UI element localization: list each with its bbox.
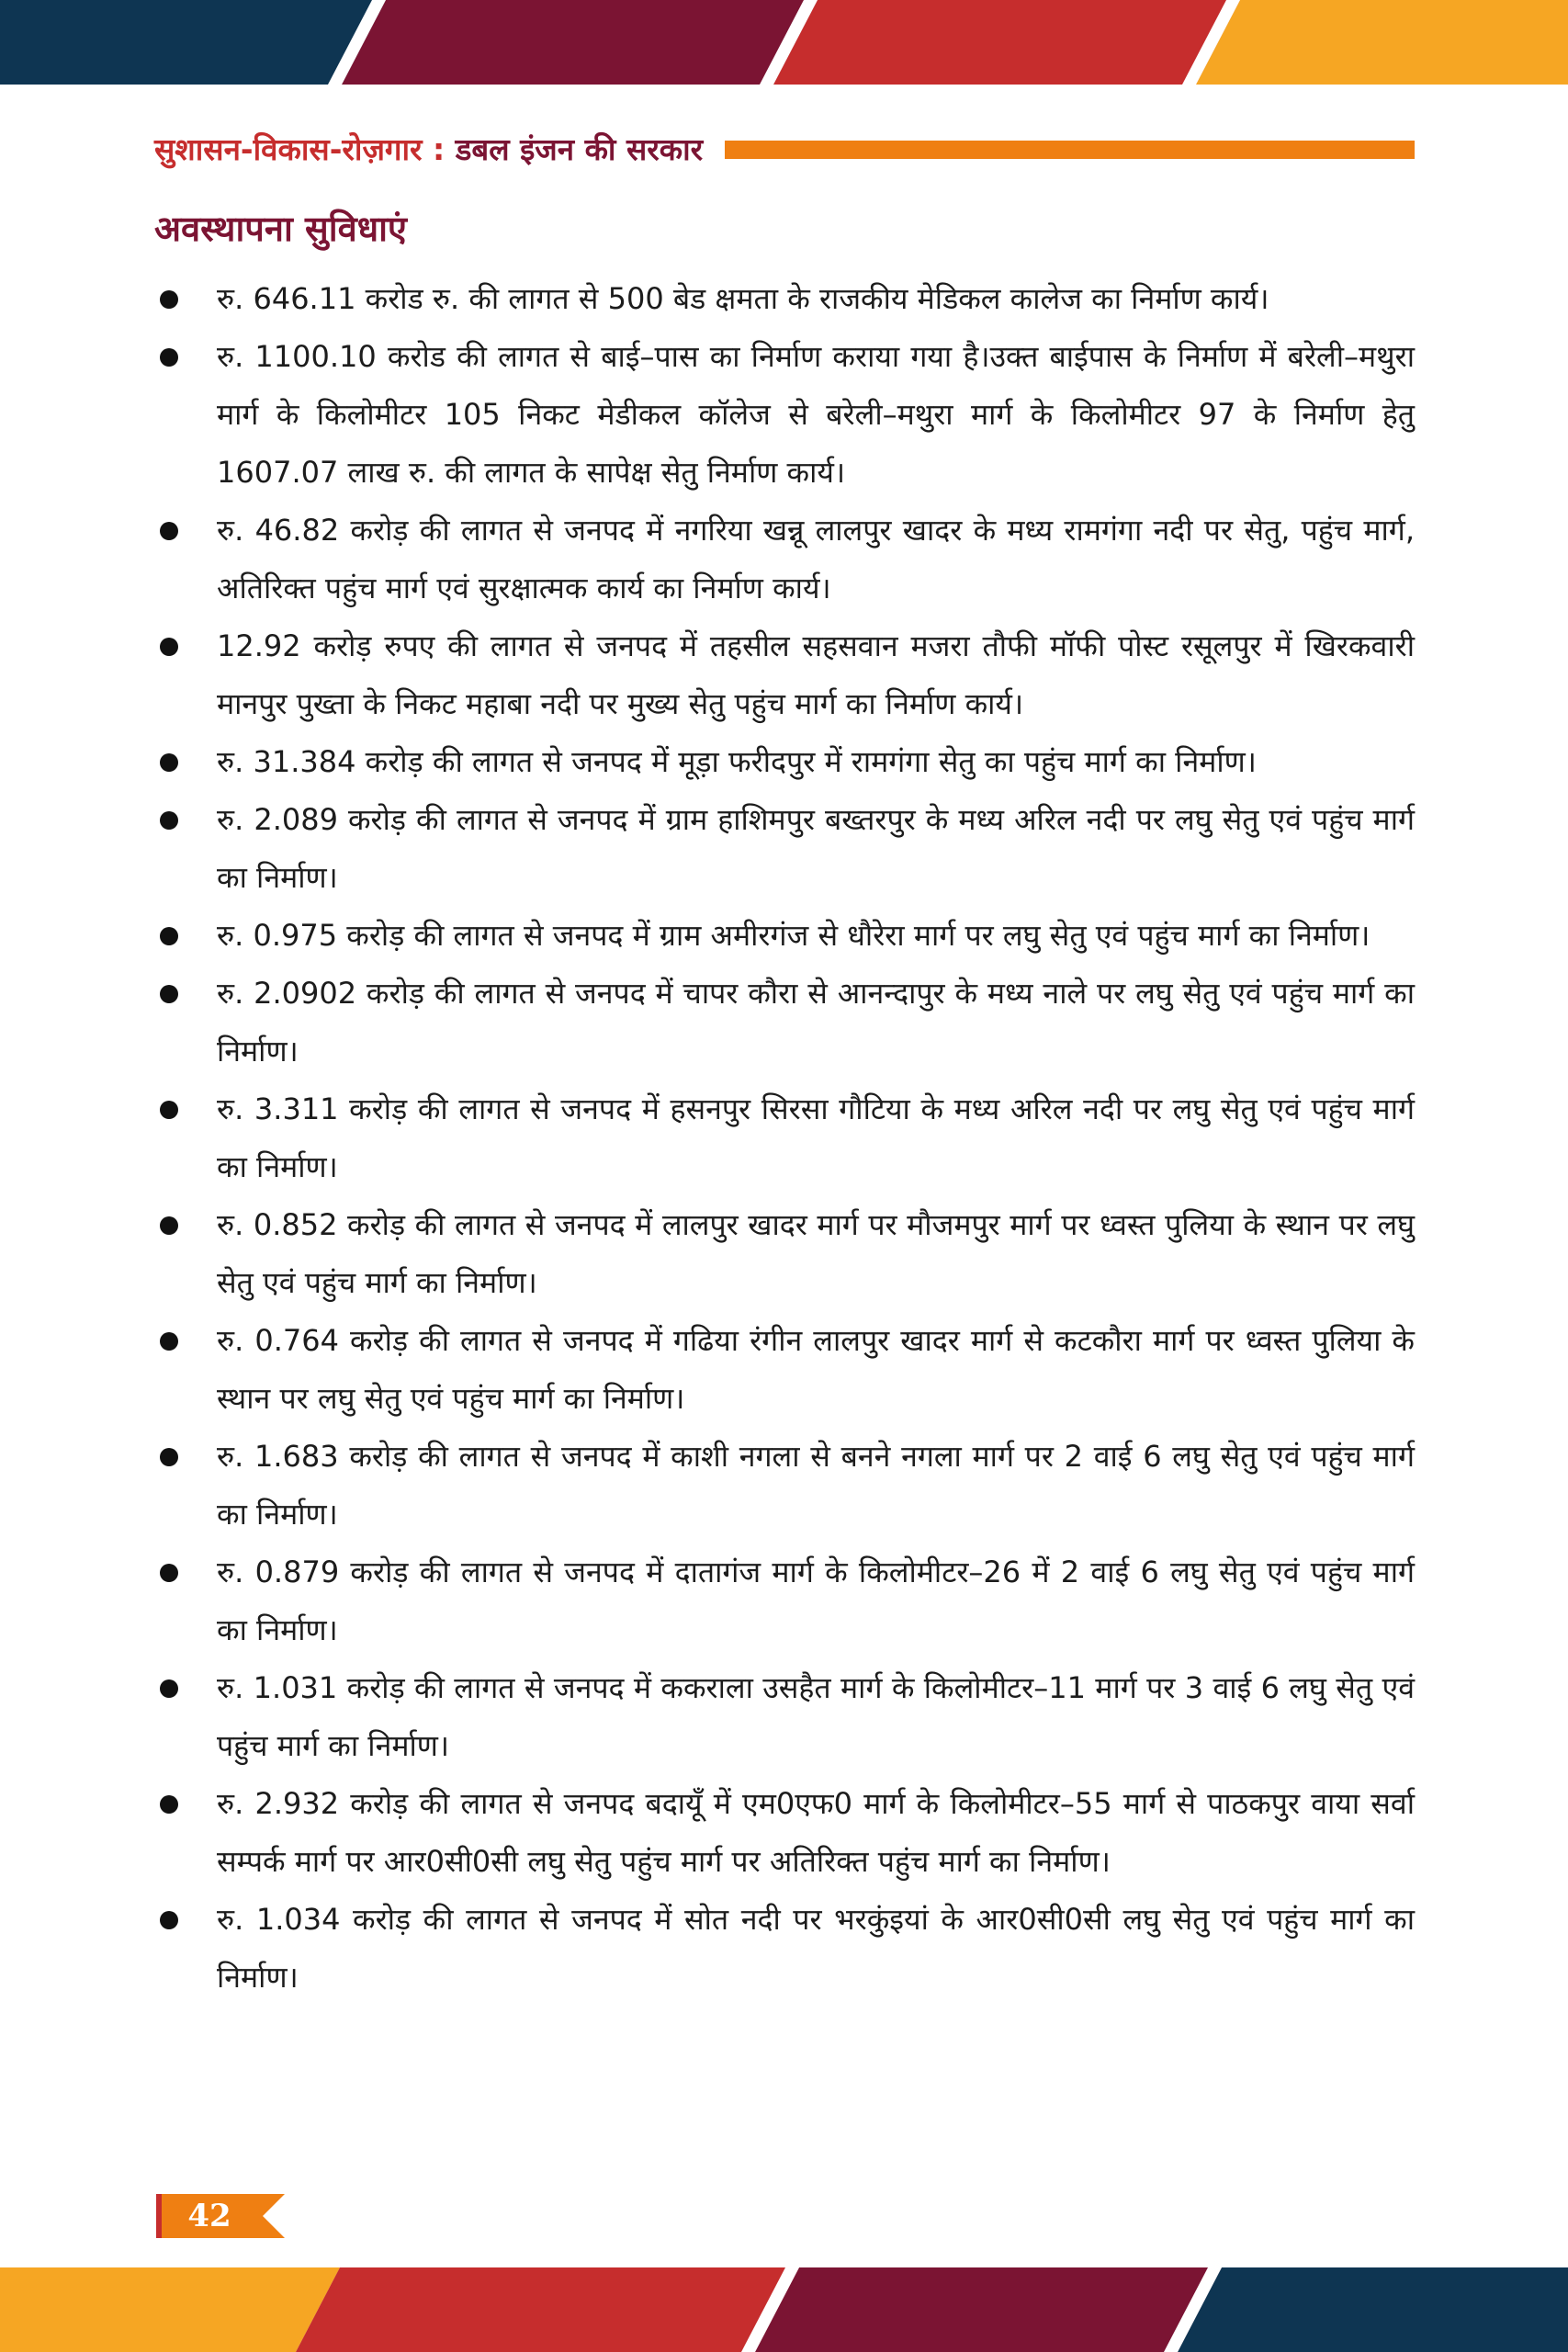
header-title-part1: सुशासन-विकास-रोज़गार : bbox=[154, 130, 456, 167]
list-item: रु. 0.764 करोड़ की लागत से जनपद में गढिया रंगीन लालपुर खादर मार्ग से कटकौरा मार्ग पर ध्वस्त पुलिया के स्थान पर लघु सेतु एवं पहुंच मार्ग का निर्माण। bbox=[154, 1312, 1415, 1428]
list-item: 12.92 करोड़ रुपए की लागत से जनपद में तहसील सहसवान मजरा तौफी मॉफी पोस्ट रसूलपुर में खिरकवारी मानपुर पुख्ता के निकट महाबा नदी पर मुख्य सेतु पहुंच मार्ग का निर्माण कार्य। bbox=[154, 617, 1415, 733]
header-title bbox=[154, 128, 703, 169]
list-item: रु. 3.311 करोड़ की लागत से जनपद में हसनपुर सिरसा गौटिया के मध्य अरिल नदी पर लघु सेतु एवं पहुंच मार्ग का निर्माण। bbox=[154, 1080, 1415, 1196]
page-number-tab bbox=[156, 2194, 285, 2238]
list-item: रु. 1.034 करोड़ की लागत से जनपद में सोत नदी पर भरकुंइयां के आर0सी0सी लघु सेतु एवं पहुंच मार्ग का निर्माण। bbox=[154, 1891, 1415, 2007]
header-rule bbox=[725, 141, 1415, 159]
bottom-decorative-band bbox=[0, 2267, 1568, 2352]
list-item: रु. 31.384 करोड़ की लागत से जनपद में मूड़ा फरीदपुर में रामगंगा सेतु का पहुंच मार्ग का निर्माण। bbox=[154, 733, 1415, 791]
list-item: रु. 1100.10 करोड की लागत से बाई–पास का निर्माण कराया गया है।उक्त बाईपास के निर्माण में बरेली–मथुरा मार्ग के किलोमीटर 105 निकट मेडीकल कॉलेज से बरेली–मथुरा मार्ग के किलोमीटर 97 के निर्माण हेतु 1607.07 लाख रु. की लागत के सापेक्ष सेतु निर्माण कार्य। bbox=[154, 328, 1415, 502]
list-item: रु. 1.031 करोड़ की लागत से जनपद में ककराला उसहैत मार्ग के किलोमीटर–11 मार्ग पर 3 वाई 6 लघु सेतु एवं पहुंच मार्ग का निर्माण। bbox=[154, 1659, 1415, 1775]
section-heading: अवस्थापना सुविधाएं bbox=[154, 209, 407, 249]
list-item: रु. 2.089 करोड़ की लागत से जनपद में ग्राम हाशिमपुर बख्तरपुर के मध्य अरिल नदी पर लघु सेतु एवं पहुंच मार्ग का निर्माण। bbox=[154, 791, 1415, 907]
list-item: रु. 1.683 करोड़ की लागत से जनपद में काशी नगला से बनने नगला मार्ग पर 2 वाई 6 लघु सेतु एवं पहुंच मार्ग का निर्माण। bbox=[154, 1428, 1415, 1544]
list-item: रु. 0.879 करोड़ की लागत से जनपद में दातागंज मार्ग के किलोमीटर–26 में 2 वाई 6 लघु सेतु एवं पहुंच मार्ग का निर्माण। bbox=[154, 1544, 1415, 1659]
list-item: रु. 0.852 करोड़ की लागत से जनपद में लालपुर खादर मार्ग पर मौजमपुर मार्ग पर ध्वस्त पुलिया के स्थान पर लघु सेतु एवं पहुंच मार्ग का निर्माण। bbox=[154, 1196, 1415, 1312]
list-item: रु. 0.975 करोड़ की लागत से जनपद में ग्राम अमीरगंज से धौरेरा मार्ग पर लघु सेतु एवं पहुंच मार्ग का निर्माण। bbox=[154, 907, 1415, 965]
running-header bbox=[154, 127, 1415, 169]
top-decorative-band bbox=[0, 0, 1568, 85]
list-item: रु. 2.932 करोड़ की लागत से जनपद बदायूँ में एम0एफ0 मार्ग के किलोमीटर–55 मार्ग से पाठकपुर वाया सर्वा सम्पर्क मार्ग पर आर0सी0सी लघु सेतु पहुंच मार्ग पर अतिरिक्त पहुंच मार्ग का निर्माण। bbox=[154, 1775, 1415, 1891]
project-list bbox=[154, 270, 1415, 2007]
list-item: रु. 2.0902 करोड़ की लागत से जनपद में चापर कौरा से आनन्दापुर के मध्य नाले पर लघु सेतु एवं पहुंच मार्ग का निर्माण। bbox=[154, 965, 1415, 1080]
list-item: रु. 646.11 करोड रु. की लागत से 500 बेड क्षमता के राजकीय मेडिकल कालेज का निर्माण कार्य। bbox=[154, 270, 1415, 328]
header-title-part2: डबल इंजन की सरकार bbox=[455, 130, 704, 167]
list-item: रु. 46.82 करोड़ की लागत से जनपद में नगरिया खन्नू लालपुर खादर के मध्य रामगंगा नदी पर सेतु, पहुंच मार्ग, अतिरिक्त पहुंच मार्ग एवं सुरक्षात्मक कार्य का निर्माण कार्य। bbox=[154, 502, 1415, 617]
page-number: 42 bbox=[187, 2198, 231, 2234]
